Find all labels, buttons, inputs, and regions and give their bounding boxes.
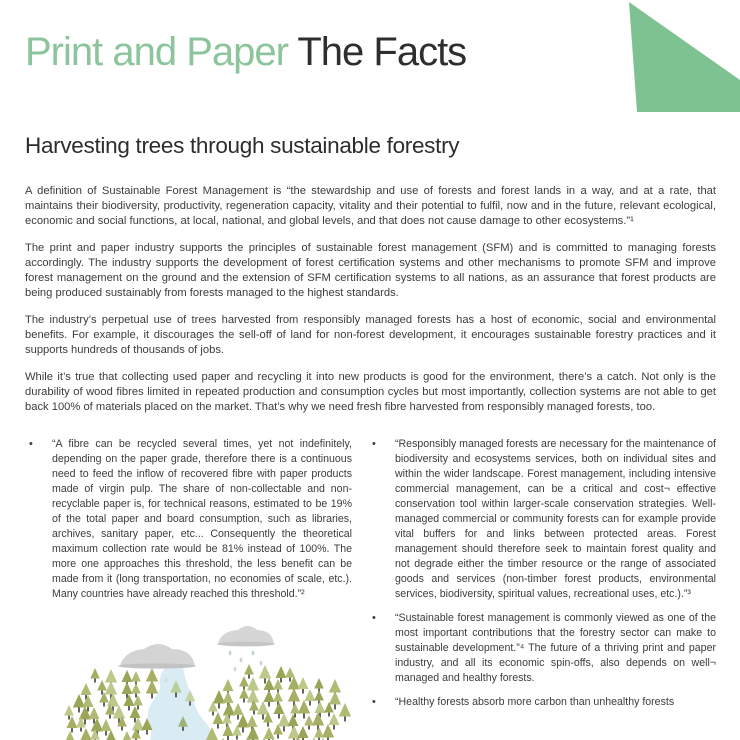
paragraph-2: The print and paper industry supports the principles of sustainable forest management (SFM) and is committed to managing forests accordingly. The industry supports the development of forest certification systems and other mechanisms to promote SFM and improve forest management on the ground and the extension of SFM certification systems to all nations, as an assurance that forest products are being produced sustainably from forests managed to the highest standards. (25, 242, 716, 299)
bullet-columns (25, 437, 716, 719)
bullet-text: “A fibre can be recycled several times, yet not indefinitely, depending on the paper grade, therefore there is a continuous need to feed the inflow of recovered fibre with paper products made of virgin pulp. The share of non-collectable and non-recyclable paper is, for technical reasons, estimated to be 19% of the total paper and board consumption, such as libraries, archives, sanitary paper, etc... Consequently the theoretical maximum collection rate would be 81% instead of 100%. The more one approaches this threshold, the less benefit can be made from it (long transportation, no economies of scale, etc.). Many countries have already reached this threshold.”² (52, 438, 352, 600)
title-rest-text: The Facts (297, 30, 467, 74)
list-item (25, 437, 352, 602)
list-item (368, 437, 716, 602)
title-accent-text: Print and Paper (25, 30, 298, 74)
column-left (25, 437, 352, 719)
bullet-marker: • (372, 696, 376, 708)
intro-paragraphs (25, 184, 716, 427)
page-title (25, 30, 466, 75)
bullet-text: “Sustainable forest management is commonly viewed as one of the most important contributions that the forestry sector can make to sustainable development.”⁴ The future of a thriving print and paper industry, and all its economic spin-offs, also depends on well¬ managed and healthy forests. (395, 612, 716, 684)
paragraph-3: The industry’s perpetual use of trees harvested from responsibly managed forests has a host of economic, social and environmental benefits. For example, it discourages the sell-off of land for non-forest development, it encourages sustainable forestry practices and it supports hundreds of thousands of jobs. (25, 314, 716, 356)
bullet-text: “Responsibly managed forests are necessary for the maintenance of biodiversity and ecosystems services, both on individual sites and within the wider landscape. Forest management, including intensive commercial management, can be a critical and cost¬ effective conservation tool within larger-scale conservation strategies. Well-managed commercial or community forests can for example provide vital buffers for and links between protected areas. Forest management should therefore seek to maintain forest quality and not degrade either the timber resource or the range of associated goods and services (non-timber forest products, environmental services, biodiversity, spiritual values, recreational uses, etc.).”³ (395, 438, 716, 600)
list-item (368, 695, 716, 710)
bullet-text: “Healthy forests absorb more carbon than unhealthy forests (395, 696, 675, 708)
section-heading: Harvesting trees through sustainable forestry (25, 133, 460, 158)
list-item (368, 611, 716, 686)
column-right (368, 437, 716, 719)
paragraph-4: While it’s true that collecting used paper and recycling it into new products is good for the environment, there’s a catch. Not only is the durability of wood fibres limited in repeated production and consumption cycles but most importantly, collection systems are not able to get back 100% of materials placed on the market. That’s why we need fresh fibre harvested from responsibly managed forests, too. (25, 371, 716, 413)
triangle-shape (629, 2, 740, 112)
paragraph-1: A definition of Sustainable Forest Management is “the stewardship and use of forests and forest lands in a way, and at a rate, that maintains their biodiversity, productivity, regeneration capacity, vitality and their potential to fulfil, now and in the future, relevant ecological, economic and social functions, at local, national, and global levels, and that does not cause damage to other ecosystems.”¹ (25, 185, 716, 227)
bullet-marker: • (372, 612, 376, 624)
bullet-marker: • (29, 438, 33, 450)
corner-triangle-decoration (625, 0, 740, 115)
bullet-marker: • (372, 438, 376, 450)
